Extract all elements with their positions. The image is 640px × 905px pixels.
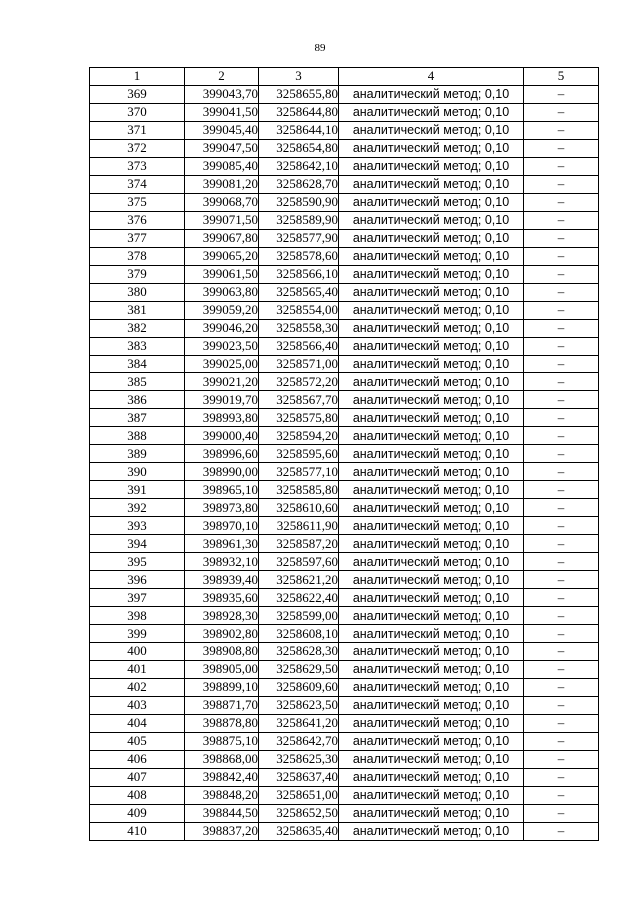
point-number-cell: 376 — [90, 211, 185, 229]
x-coordinate-cell: 398928,30 — [185, 607, 259, 625]
y-coordinate-cell: 3258589,90 — [259, 211, 339, 229]
point-number-cell: 403 — [90, 696, 185, 714]
point-number-cell: 370 — [90, 103, 185, 121]
method-cell: аналитический метод; 0,10 — [339, 265, 524, 283]
point-number-cell: 392 — [90, 499, 185, 517]
y-coordinate-cell: 3258608,10 — [259, 625, 339, 643]
table-row — [90, 157, 599, 175]
description-cell: – — [524, 607, 599, 625]
table-row — [90, 355, 599, 373]
x-coordinate-cell: 398932,10 — [185, 553, 259, 571]
table-row — [90, 301, 599, 319]
point-number-cell: 388 — [90, 427, 185, 445]
y-coordinate-cell: 3258623,50 — [259, 696, 339, 714]
page-number: 89 — [314, 42, 326, 54]
table-row — [90, 409, 599, 427]
table-row — [90, 265, 599, 283]
point-number-cell: 408 — [90, 786, 185, 804]
method-cell: аналитический метод; 0,10 — [339, 409, 524, 427]
method-cell: аналитический метод; 0,10 — [339, 121, 524, 139]
description-cell: – — [524, 409, 599, 427]
point-number-cell: 404 — [90, 714, 185, 732]
table-row — [90, 445, 599, 463]
coordinates-table — [89, 67, 599, 841]
point-number-cell: 391 — [90, 481, 185, 499]
point-number-cell: 371 — [90, 121, 185, 139]
point-number-cell: 381 — [90, 301, 185, 319]
point-number-cell: 398 — [90, 607, 185, 625]
y-coordinate-cell: 3258625,30 — [259, 750, 339, 768]
x-coordinate-cell: 399023,50 — [185, 337, 259, 355]
table-row — [90, 499, 599, 517]
column-header-method: 4 — [339, 68, 524, 86]
point-number-cell: 369 — [90, 85, 185, 103]
description-cell: – — [524, 121, 599, 139]
y-coordinate-cell: 3258577,10 — [259, 463, 339, 481]
description-cell: – — [524, 643, 599, 661]
point-number-cell: 384 — [90, 355, 185, 373]
y-coordinate-cell: 3258572,20 — [259, 373, 339, 391]
description-cell: – — [524, 301, 599, 319]
y-coordinate-cell: 3258637,40 — [259, 768, 339, 786]
description-cell: – — [524, 319, 599, 337]
y-coordinate-cell: 3258609,60 — [259, 678, 339, 696]
table-row — [90, 463, 599, 481]
x-coordinate-cell: 398993,80 — [185, 409, 259, 427]
description-cell: – — [524, 481, 599, 499]
point-number-cell: 407 — [90, 768, 185, 786]
y-coordinate-cell: 3258577,90 — [259, 229, 339, 247]
point-number-cell: 387 — [90, 409, 185, 427]
description-cell: – — [524, 696, 599, 714]
table-row — [90, 625, 599, 643]
point-number-cell: 390 — [90, 463, 185, 481]
description-cell: – — [524, 660, 599, 678]
y-coordinate-cell: 3258642,10 — [259, 157, 339, 175]
method-cell: аналитический метод; 0,10 — [339, 139, 524, 157]
table-row — [90, 571, 599, 589]
table-row — [90, 804, 599, 822]
x-coordinate-cell: 398875,10 — [185, 732, 259, 750]
point-number-cell: 383 — [90, 337, 185, 355]
method-cell: аналитический метод; 0,10 — [339, 822, 524, 840]
x-coordinate-cell: 399081,20 — [185, 175, 259, 193]
description-cell: – — [524, 139, 599, 157]
point-number-cell: 395 — [90, 553, 185, 571]
table-row — [90, 589, 599, 607]
x-coordinate-cell: 398939,40 — [185, 571, 259, 589]
y-coordinate-cell: 3258644,10 — [259, 121, 339, 139]
point-number-cell: 378 — [90, 247, 185, 265]
x-coordinate-cell: 399041,50 — [185, 103, 259, 121]
method-cell: аналитический метод; 0,10 — [339, 571, 524, 589]
description-cell: – — [524, 175, 599, 193]
description-cell: – — [524, 427, 599, 445]
table-row — [90, 193, 599, 211]
x-coordinate-cell: 398878,80 — [185, 714, 259, 732]
table-row — [90, 696, 599, 714]
description-cell: – — [524, 445, 599, 463]
method-cell: аналитический метод; 0,10 — [339, 517, 524, 535]
y-coordinate-cell: 3258587,20 — [259, 535, 339, 553]
y-coordinate-cell: 3258565,40 — [259, 283, 339, 301]
y-coordinate-cell: 3258566,40 — [259, 337, 339, 355]
y-coordinate-cell: 3258652,50 — [259, 804, 339, 822]
table-row — [90, 714, 599, 732]
x-coordinate-cell: 398908,80 — [185, 643, 259, 661]
x-coordinate-cell: 399019,70 — [185, 391, 259, 409]
description-cell: – — [524, 732, 599, 750]
y-coordinate-cell: 3258578,60 — [259, 247, 339, 265]
table-row — [90, 211, 599, 229]
description-cell: – — [524, 589, 599, 607]
x-coordinate-cell: 398842,40 — [185, 768, 259, 786]
method-cell: аналитический метод; 0,10 — [339, 607, 524, 625]
description-cell: – — [524, 391, 599, 409]
table-row — [90, 337, 599, 355]
point-number-cell: 399 — [90, 625, 185, 643]
method-cell: аналитический метод; 0,10 — [339, 678, 524, 696]
method-cell: аналитический метод; 0,10 — [339, 660, 524, 678]
point-number-cell: 389 — [90, 445, 185, 463]
x-coordinate-cell: 398961,30 — [185, 535, 259, 553]
x-coordinate-cell: 399025,00 — [185, 355, 259, 373]
column-header-y-coordinate: 3 — [259, 68, 339, 86]
description-cell: – — [524, 804, 599, 822]
description-cell: – — [524, 678, 599, 696]
description-cell: – — [524, 517, 599, 535]
x-coordinate-cell: 398837,20 — [185, 822, 259, 840]
description-cell: – — [524, 265, 599, 283]
point-number-cell: 373 — [90, 157, 185, 175]
x-coordinate-cell: 398935,60 — [185, 589, 259, 607]
method-cell: аналитический метод; 0,10 — [339, 247, 524, 265]
x-coordinate-cell: 398902,80 — [185, 625, 259, 643]
table-row — [90, 643, 599, 661]
x-coordinate-cell: 399065,20 — [185, 247, 259, 265]
method-cell: аналитический метод; 0,10 — [339, 373, 524, 391]
method-cell: аналитический метод; 0,10 — [339, 229, 524, 247]
y-coordinate-cell: 3258622,40 — [259, 589, 339, 607]
point-number-cell: 401 — [90, 660, 185, 678]
point-number-cell: 379 — [90, 265, 185, 283]
x-coordinate-cell: 399063,80 — [185, 283, 259, 301]
point-number-cell: 382 — [90, 319, 185, 337]
description-cell: – — [524, 786, 599, 804]
y-coordinate-cell: 3258641,20 — [259, 714, 339, 732]
method-cell: аналитический метод; 0,10 — [339, 157, 524, 175]
x-coordinate-cell: 398973,80 — [185, 499, 259, 517]
y-coordinate-cell: 3258621,20 — [259, 571, 339, 589]
point-number-cell: 402 — [90, 678, 185, 696]
table-row — [90, 391, 599, 409]
table-row — [90, 517, 599, 535]
y-coordinate-cell: 3258628,70 — [259, 175, 339, 193]
table-row — [90, 786, 599, 804]
table-body — [90, 85, 599, 840]
method-cell: аналитический метод; 0,10 — [339, 625, 524, 643]
method-cell: аналитический метод; 0,10 — [339, 768, 524, 786]
method-cell: аналитический метод; 0,10 — [339, 714, 524, 732]
point-number-cell: 393 — [90, 517, 185, 535]
table-row — [90, 175, 599, 193]
description-cell: – — [524, 535, 599, 553]
y-coordinate-cell: 3258558,30 — [259, 319, 339, 337]
method-cell: аналитический метод; 0,10 — [339, 732, 524, 750]
x-coordinate-cell: 399068,70 — [185, 193, 259, 211]
method-cell: аналитический метод; 0,10 — [339, 463, 524, 481]
method-cell: аналитический метод; 0,10 — [339, 553, 524, 571]
table-row — [90, 139, 599, 157]
y-coordinate-cell: 3258590,90 — [259, 193, 339, 211]
method-cell: аналитический метод; 0,10 — [339, 786, 524, 804]
y-coordinate-cell: 3258575,80 — [259, 409, 339, 427]
table-row — [90, 373, 599, 391]
y-coordinate-cell: 3258655,80 — [259, 85, 339, 103]
table-row — [90, 750, 599, 768]
description-cell: – — [524, 553, 599, 571]
description-cell: – — [524, 247, 599, 265]
method-cell: аналитический метод; 0,10 — [339, 85, 524, 103]
point-number-cell: 405 — [90, 732, 185, 750]
description-cell: – — [524, 283, 599, 301]
y-coordinate-cell: 3258644,80 — [259, 103, 339, 121]
table-row — [90, 481, 599, 499]
method-cell: аналитический метод; 0,10 — [339, 337, 524, 355]
description-cell: – — [524, 193, 599, 211]
y-coordinate-cell: 3258554,00 — [259, 301, 339, 319]
y-coordinate-cell: 3258585,80 — [259, 481, 339, 499]
method-cell: аналитический метод; 0,10 — [339, 643, 524, 661]
method-cell: аналитический метод; 0,10 — [339, 750, 524, 768]
table-row — [90, 427, 599, 445]
x-coordinate-cell: 398868,00 — [185, 750, 259, 768]
table-row — [90, 768, 599, 786]
description-cell: – — [524, 768, 599, 786]
x-coordinate-cell: 399045,40 — [185, 121, 259, 139]
description-cell: – — [524, 750, 599, 768]
point-number-cell: 394 — [90, 535, 185, 553]
description-cell: – — [524, 85, 599, 103]
point-number-cell: 397 — [90, 589, 185, 607]
method-cell: аналитический метод; 0,10 — [339, 481, 524, 499]
x-coordinate-cell: 398848,20 — [185, 786, 259, 804]
point-number-cell: 409 — [90, 804, 185, 822]
table-header-row — [90, 68, 599, 86]
y-coordinate-cell: 3258635,40 — [259, 822, 339, 840]
method-cell: аналитический метод; 0,10 — [339, 589, 524, 607]
description-cell: – — [524, 625, 599, 643]
method-cell: аналитический метод; 0,10 — [339, 445, 524, 463]
method-cell: аналитический метод; 0,10 — [339, 211, 524, 229]
description-cell: – — [524, 229, 599, 247]
method-cell: аналитический метод; 0,10 — [339, 319, 524, 337]
y-coordinate-cell: 3258651,00 — [259, 786, 339, 804]
y-coordinate-cell: 3258642,70 — [259, 732, 339, 750]
point-number-cell: 410 — [90, 822, 185, 840]
method-cell: аналитический метод; 0,10 — [339, 804, 524, 822]
table-row — [90, 607, 599, 625]
table-row — [90, 103, 599, 121]
description-cell: – — [524, 822, 599, 840]
x-coordinate-cell: 399067,80 — [185, 229, 259, 247]
description-cell: – — [524, 211, 599, 229]
table-row — [90, 319, 599, 337]
table-row — [90, 822, 599, 840]
x-coordinate-cell: 399071,50 — [185, 211, 259, 229]
x-coordinate-cell: 398871,70 — [185, 696, 259, 714]
method-cell: аналитический метод; 0,10 — [339, 103, 524, 121]
method-cell: аналитический метод; 0,10 — [339, 175, 524, 193]
x-coordinate-cell: 398965,10 — [185, 481, 259, 499]
point-number-cell: 400 — [90, 643, 185, 661]
method-cell: аналитический метод; 0,10 — [339, 301, 524, 319]
description-cell: – — [524, 714, 599, 732]
x-coordinate-cell: 398996,60 — [185, 445, 259, 463]
table-row — [90, 553, 599, 571]
description-cell: – — [524, 571, 599, 589]
y-coordinate-cell: 3258599,00 — [259, 607, 339, 625]
x-coordinate-cell: 398899,10 — [185, 678, 259, 696]
table-row — [90, 732, 599, 750]
table-row — [90, 283, 599, 301]
table-row — [90, 247, 599, 265]
x-coordinate-cell: 398970,10 — [185, 517, 259, 535]
x-coordinate-cell: 399085,40 — [185, 157, 259, 175]
table-row — [90, 660, 599, 678]
table-row — [90, 121, 599, 139]
x-coordinate-cell: 398905,00 — [185, 660, 259, 678]
column-header-point-number: 1 — [90, 68, 185, 86]
x-coordinate-cell: 399021,20 — [185, 373, 259, 391]
y-coordinate-cell: 3258567,70 — [259, 391, 339, 409]
table-row — [90, 229, 599, 247]
description-cell: – — [524, 463, 599, 481]
description-cell: – — [524, 157, 599, 175]
table-row — [90, 535, 599, 553]
y-coordinate-cell: 3258654,80 — [259, 139, 339, 157]
method-cell: аналитический метод; 0,10 — [339, 499, 524, 517]
description-cell: – — [524, 373, 599, 391]
y-coordinate-cell: 3258628,30 — [259, 643, 339, 661]
x-coordinate-cell: 399047,50 — [185, 139, 259, 157]
point-number-cell: 375 — [90, 193, 185, 211]
y-coordinate-cell: 3258610,60 — [259, 499, 339, 517]
point-number-cell: 386 — [90, 391, 185, 409]
method-cell: аналитический метод; 0,10 — [339, 535, 524, 553]
point-number-cell: 374 — [90, 175, 185, 193]
description-cell: – — [524, 499, 599, 517]
y-coordinate-cell: 3258595,60 — [259, 445, 339, 463]
x-coordinate-cell: 398844,50 — [185, 804, 259, 822]
point-number-cell: 406 — [90, 750, 185, 768]
description-cell: – — [524, 337, 599, 355]
method-cell: аналитический метод; 0,10 — [339, 391, 524, 409]
x-coordinate-cell: 399046,20 — [185, 319, 259, 337]
method-cell: аналитический метод; 0,10 — [339, 427, 524, 445]
method-cell: аналитический метод; 0,10 — [339, 355, 524, 373]
method-cell: аналитический метод; 0,10 — [339, 283, 524, 301]
point-number-cell: 372 — [90, 139, 185, 157]
point-number-cell: 385 — [90, 373, 185, 391]
method-cell: аналитический метод; 0,10 — [339, 193, 524, 211]
method-cell: аналитический метод; 0,10 — [339, 696, 524, 714]
description-cell: – — [524, 103, 599, 121]
y-coordinate-cell: 3258571,00 — [259, 355, 339, 373]
point-number-cell: 396 — [90, 571, 185, 589]
x-coordinate-cell: 399043,70 — [185, 85, 259, 103]
table-row — [90, 85, 599, 103]
y-coordinate-cell: 3258594,20 — [259, 427, 339, 445]
table-row — [90, 678, 599, 696]
point-number-cell: 377 — [90, 229, 185, 247]
x-coordinate-cell: 399000,40 — [185, 427, 259, 445]
y-coordinate-cell: 3258566,10 — [259, 265, 339, 283]
y-coordinate-cell: 3258611,90 — [259, 517, 339, 535]
description-cell: – — [524, 355, 599, 373]
point-number-cell: 380 — [90, 283, 185, 301]
column-header-x-coordinate: 2 — [185, 68, 259, 86]
x-coordinate-cell: 399059,20 — [185, 301, 259, 319]
y-coordinate-cell: 3258629,50 — [259, 660, 339, 678]
x-coordinate-cell: 399061,50 — [185, 265, 259, 283]
y-coordinate-cell: 3258597,60 — [259, 553, 339, 571]
x-coordinate-cell: 398990,00 — [185, 463, 259, 481]
column-header-description: 5 — [524, 68, 599, 86]
